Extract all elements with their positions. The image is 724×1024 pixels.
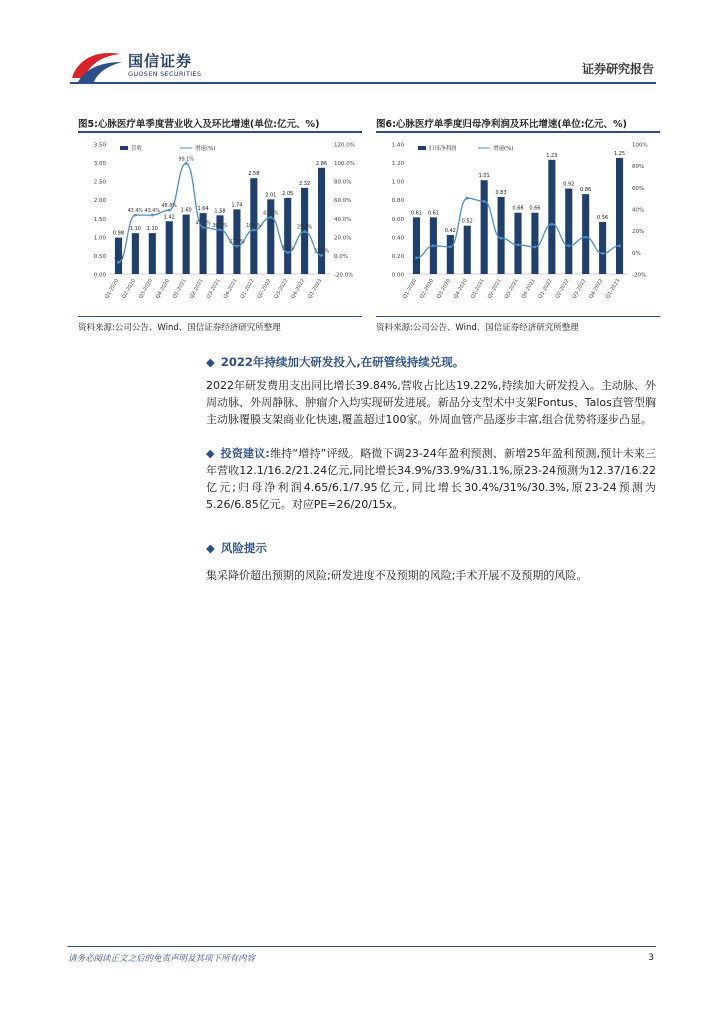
invest-body: 维持“增持”评级。略微下调23-24年盈利预测、新增25年盈利预测,预计未来三年营收12.1/16.2/21.24亿元,同比增长34.9%/33.9%/31.1%,原23-24预测为12.37/16.22亿元;归母净利润4.65/6.1/7.95亿元,同比增长30.4%/31%/30.3%,原23-24预测为5.26/6.85亿元。对应PE=26/20/15x。 [206,447,656,511]
fig5-y-right-tick: 40.0% [334,216,352,223]
fig5-y-left-tick: 2.50 [93,179,106,186]
footer-rule [68,946,656,947]
fig5-growth-label: 27.5% [229,240,245,246]
fig6-y-right-tick: -20% [632,272,647,279]
fig6-y-right-tick: 100% [632,142,648,149]
fig6-y-left-tick: 1.20 [391,161,404,168]
fig6-growth-point [567,244,570,247]
fig6-bar [447,235,454,274]
fig5-y-left-tick: 2.00 [93,198,106,205]
fig5-growth-label: 30.1% [212,223,228,229]
fig5-x-tick: Q4-2021 [222,278,239,300]
fig5-growth-label: 43.4% [144,209,160,215]
fig6-x-tick: Q1-2023 [605,278,622,300]
fig5-bar-label: 0.98 [112,230,125,237]
fig6-bar [582,194,589,274]
fig6-bar [481,180,488,274]
fig6-bar-label: 1.01 [478,173,490,180]
fig6-x-tick: Q2-2021 [486,278,503,300]
diamond-bullet-icon: ◆ [206,355,215,369]
fig5-bar-label: 2.58 [248,171,260,178]
fig6-bar-label: 0.66 [512,205,524,212]
fig5-bar-label: 1.64 [197,206,209,213]
fig6-bar-label: 0.61 [427,210,439,217]
risk-section-heading [206,540,656,556]
fig5-growth-point [134,214,137,217]
fig6-growth-point [534,246,537,249]
fig5-x-tick: Q1-2022 [239,278,256,300]
fig5-bar-label: 2.32 [299,180,311,187]
fig5-x-tick: Q1-2021 [171,278,188,300]
fig5-growth-label: 48.8% [161,204,177,210]
fig6-legend-bar-swatch [418,146,426,150]
fig5-growth-point [303,230,306,233]
fig5-y-right-tick: 80.0% [334,179,352,186]
fig6-x-tick: Q4-2021 [520,278,537,300]
fig6-y-left-tick: 1.40 [391,142,404,149]
page-number: 3 [648,953,654,963]
fig5-growth-label: 3.1% [281,246,294,252]
fig6-growth-point [550,223,553,226]
fig6-x-tick: Q4-2022 [588,278,605,300]
fig5-x-tick: Q3-2021 [205,278,222,300]
fig5-bar [149,233,156,274]
risk-section-title: 风险提示 [220,541,267,555]
fig6-y-left-tick: 0.60 [391,216,404,223]
fig5-x-tick: Q2-2022 [256,278,273,300]
fig6-x-tick: Q1-2022 [537,278,554,300]
fig5-legend-line-label: 增速(%) [195,146,216,152]
figure6-bottom-rule [376,316,660,317]
fig5-y-right-tick: 60.0% [334,198,352,205]
fig6-x-tick: Q1-2021 [469,278,486,300]
fig5-x-tick: Q1-2020 [104,278,121,300]
fig5-growth-point [117,261,120,264]
fig6-bar-label: 1.23 [546,152,558,159]
fig5-bar-label: 1.58 [214,208,226,215]
fig6-y-right-tick: 0% [632,250,641,257]
fig5-x-tick: Q2-2021 [188,278,205,300]
fig5-y-right-tick: -20.0% [334,272,354,279]
fig5-bar-label: 2.86 [315,160,328,167]
fig5-growth-label: 43.4% [127,209,144,215]
fig5-bar-label: 1.10 [146,226,158,233]
figure5-chart [76,134,366,314]
fig5-y-left-tick: 1.00 [93,235,106,242]
fig5-y-right-tick: 120.0% [334,142,355,149]
fig6-x-tick: Q4-2020 [452,278,469,300]
fig5-bar [183,215,190,274]
fig6-legend-line-label: 增速(%) [493,146,514,152]
fig5-bar [284,198,291,274]
fig6-bar [531,213,538,274]
fig5-bar [132,233,139,274]
fig6-bar-label: 0.42 [444,228,456,234]
fig6-y-left-tick: 1.00 [391,179,404,186]
fig5-growth-point [202,226,205,229]
fig6-growth-point [500,237,503,240]
fig5-growth-label: -7.4 [113,256,124,262]
figure6-chart [374,134,664,314]
fig5-bar-label: 1.10 [129,226,141,233]
fig6-x-tick: Q3-2021 [503,278,520,300]
fig6-y-left-tick: 0.80 [391,198,404,205]
fig6-x-tick: Q2-2022 [554,278,571,300]
invest-title: 投资建议: [220,447,270,460]
fig6-y-left-tick: 0.20 [391,253,404,260]
fig6-bar-label: 0.61 [410,210,423,217]
fig6-growth-point [517,243,520,246]
fig6-bar [548,160,555,274]
fig6-bar [616,158,623,274]
fig5-growth-label: 99.1% [178,157,194,163]
figure6-title: 图6:心脉医疗单季度归母净利润及环比增速(单位:亿元、%) [376,119,627,130]
fig6-bar-label: 0.92 [563,181,575,188]
fig5-growth-point [286,251,289,254]
fig6-x-tick: Q2-2020 [419,278,436,300]
report-type: 证券研究报告 [581,62,654,76]
fig5-bar-label: 1.42 [163,214,175,221]
fig5-growth-label: 33.8% [313,249,330,255]
fig6-x-tick: Q3-2022 [571,278,588,300]
fig5-y-right-tick: 20.0% [334,235,352,242]
figure5-title: 图5:心脉医疗单季度营业收入及环比增速(单位:亿元、%) [78,119,320,130]
fig5-growth-point [269,216,272,219]
diamond-bullet-icon: ◆ [206,447,215,460]
fig6-growth-point [415,256,418,259]
rd-section-heading [206,354,656,370]
fig5-growth-label: 47.8% [195,221,211,227]
fig6-bar-label: 0.66 [529,205,541,212]
fig5-growth-label: 41.0% [263,211,279,217]
fig6-bar-label: 0.56 [597,215,609,221]
logo-english: GUOSEN SECURITIES [128,70,202,78]
fig6-growth-point [449,246,452,249]
fig6-y-right-tick: 40% [632,207,645,214]
fig5-growth-point [320,254,323,257]
invest-paragraph [206,445,656,513]
fig6-legend-bar-label: 归母净利润 [429,146,457,152]
fig5-legend-bar-swatch [120,146,128,150]
fig6-growth-point [466,197,469,200]
fig6-bar-label: 0.52 [461,218,473,225]
header-rule [70,82,656,84]
fig6-bar [565,189,572,274]
fig5-legend-bar-label: 营收 [131,146,143,152]
fig6-x-tick: Q1-2020 [402,278,419,300]
fig5-y-left-tick: 0.50 [93,253,106,260]
fig5-bar [166,221,173,274]
logo-chinese: 国信证券 [128,52,193,70]
rd-paragraph: 2022年研发费用支出同比增长39.84%,营收占比达19.22%,持续加大研发投入。主动脉、外周动脉、外周静脉、肿瘤介入均实现研发进展。新品分支型术中支架Fontus、Talos直管型胸主动脉覆膜支架商业化快速,覆盖超过100家。外周血管产品逐步丰富,组合优势将逐步凸显。 [206,379,656,426]
fig6-y-left-tick: 0.00 [391,272,404,279]
fig5-growth-point [168,209,171,212]
fig5-x-tick: Q3-2020 [138,278,155,300]
figure5-source: 资料来源:公司公告、Wind、国信证券经济研究所整理 [78,323,281,333]
fig5-y-left-tick: 3.50 [93,142,106,149]
fig6-bar [599,222,606,274]
footer-disclaimer: 请务必阅读正文之后的免责声明及其项下所有内容 [68,954,256,964]
fig6-bar-label: 0.83 [495,189,507,196]
fig6-growth-point [584,236,587,239]
fig6-y-right-tick: 60% [632,185,645,192]
fig5-bar [318,168,325,274]
fig5-bar-label: 2.05 [282,190,294,197]
fig5-y-right-tick: 0.0% [334,253,348,260]
fig5-growth-point [219,228,222,231]
fig6-bar [413,217,420,274]
fig5-x-tick: Q4-2022 [290,278,307,300]
fig5-bar-label: 1.74 [231,202,243,209]
fig5-growth-point [185,162,188,165]
fig5-growth-label: 25.6% [296,225,313,231]
fig5-growth-point [252,229,255,232]
fig6-y-right-tick: 20% [632,229,645,236]
fig6-growth-point [618,244,621,247]
fig6-y-left-tick: 0.40 [391,235,404,242]
fig5-y-right-tick: 100.0% [334,161,355,168]
fig5-bar-label: 2.01 [265,192,277,199]
fig5-x-tick: Q3-2022 [273,278,290,300]
fig6-bar [498,197,505,274]
fig5-y-left-tick: 3.00 [93,161,106,168]
figure5-title-rule [78,131,362,133]
fig6-x-tick: Q3-2020 [436,278,453,300]
figure6-title-rule [376,131,660,133]
fig5-x-tick: Q2-2020 [121,278,138,300]
fig6-growth-point [432,244,435,247]
fig5-x-tick: Q1-2023 [307,278,324,300]
fig5-x-tick: Q4-2020 [154,278,171,300]
diamond-bullet-icon: ◆ [206,541,215,555]
figure6-source: 资料来源:公司公告、Wind、国信证券经济研究所整理 [376,323,579,333]
fig5-growth-point [236,245,239,248]
fig5-y-left-tick: 1.50 [93,216,106,223]
risk-paragraph: 集采降价超出预期的风险;研发进度不及预期的风险;手术开展不及预期的风险。 [206,569,588,582]
fig6-bar-label: 1.25 [613,150,626,157]
fig6-growth-point [601,252,604,255]
fig5-growth-point [151,214,154,217]
fig5-bar-label: 1.60 [180,207,192,214]
fig6-y-right-tick: 80% [632,164,645,171]
fig6-bar [464,226,471,274]
figure5-bottom-rule [78,316,362,317]
fig6-growth-point [483,200,486,203]
rd-section-title: 2022年持续加大研发投入,在研管线持续兑现。 [220,355,465,369]
fig6-bar-label: 0.86 [580,187,592,194]
fig5-y-left-tick: 0.00 [93,272,106,279]
fig5-growth-label: 10.0% [246,224,262,230]
